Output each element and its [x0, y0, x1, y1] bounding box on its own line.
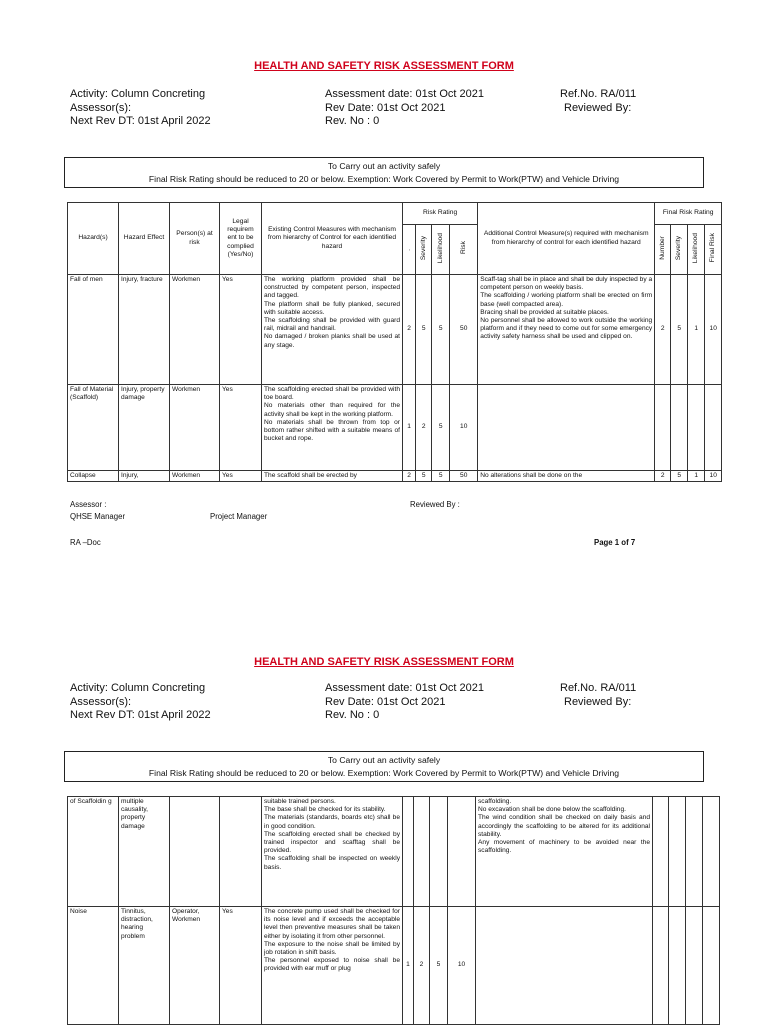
cell-existing-controls: The working platform provided shall be constructed by competent person, inspected and tagged. The platform shall be fully planked, secured with suitable access. The scaffolding shall be provided with guard rail, midrail and handrail. No damaged / broken planks shall be used at any stage.	[262, 275, 403, 385]
cell-additional-controls	[476, 907, 653, 1025]
cell-final-severity: 5	[671, 275, 688, 385]
col-final-risk-rating: Final Risk Rating	[655, 203, 722, 225]
cell-number: 2	[403, 471, 416, 482]
cell-hazard: Fall of men	[68, 275, 119, 385]
reviewed-by-text: Reviewed By:	[564, 101, 632, 114]
cell-persons: Operator, Workmen	[170, 907, 220, 1025]
cell-final-risk: 10	[705, 275, 722, 385]
form-title-2: HEALTH AND SAFETY RISK ASSESSMENT FORM	[254, 656, 514, 668]
risk-assessment-table	[67, 202, 722, 482]
header-middle	[325, 88, 484, 129]
cell-additional-controls: Scaff-tag shall be in place and shall be duly inspected by a competent person on weekly basis. The scaffolding / working platform shall be erected on firm base (well compacted area). Bracing shall be provided at suitable places. No personnel shall be allowed to work outside the working platform and if they need to come out for some emergency activity safety harness shall be used and clipped on.	[478, 275, 655, 385]
cell-hazard-effect: Tinnitus, distraction, hearing problem	[119, 907, 170, 1025]
cell-final-likelihood	[688, 385, 705, 471]
col-risk: Risk	[450, 225, 478, 275]
cell-final-risk	[703, 797, 720, 907]
cell-likelihood: 5	[432, 385, 450, 471]
assessors-text: Assessor(s):	[70, 101, 132, 114]
cell-number: 1	[403, 907, 414, 1025]
header-middle-2	[325, 682, 484, 723]
cell-hazard: Fall of Material (Scaffold)	[68, 385, 119, 471]
next-rev-text-2: Next Rev DT: 01st April 2022	[70, 709, 211, 721]
footer-qhse-manager: QHSE Manager	[70, 512, 126, 521]
cell-final-likelihood: 1	[688, 471, 705, 482]
cell-legal: Yes	[220, 907, 262, 1025]
cell-final-severity	[669, 907, 686, 1025]
col-legal: Legal requirem ent to be complied (Yes/No)	[220, 203, 262, 275]
cell-persons: Workmen	[170, 275, 220, 385]
cell-number: 2	[403, 275, 416, 385]
document-page-2	[0, 596, 768, 1024]
cell-persons: Workmen	[170, 471, 220, 482]
cell-severity: 5	[416, 471, 432, 482]
rev-date-text-2: Rev Date: 01st Oct 2021	[325, 695, 446, 708]
cell-number: 1	[403, 385, 416, 471]
col-likelihood: Likelihood	[432, 225, 450, 275]
cell-existing-controls: suitable trained persons. The base shall be checked for its stability. The materials (standards, boards etc) shall be in good condition. The scaffolding erected shall be checked by trained inspector and scafftag shall be provided. The scaffolding shall be inspected on weekly basis.	[262, 797, 403, 907]
header-right	[560, 88, 636, 115]
cell-likelihood: 5	[430, 907, 448, 1025]
activity-text-2: Activity: Column Concreting	[70, 682, 206, 694]
col-final-number: Number	[655, 225, 671, 275]
objective-banner-2	[64, 751, 704, 782]
header-right-2	[560, 682, 636, 709]
rev-no-text: Rev. No : 0	[325, 115, 380, 127]
cell-risk: 50	[450, 275, 478, 385]
rev-no-text-2: Rev. No : 0	[325, 709, 380, 721]
reviewed-by-text-2: Reviewed By:	[564, 695, 632, 708]
footer-reviewed-by: Reviewed By :	[410, 500, 460, 509]
table-row	[68, 797, 720, 907]
col-final-severity: Severity	[671, 225, 688, 275]
cell-hazard-effect: Injury, fracture	[119, 275, 170, 385]
footer-project-manager: Project Manager	[210, 512, 268, 521]
cell-risk: 10	[448, 907, 476, 1025]
cell-final-likelihood: 1	[688, 275, 705, 385]
cell-final-severity: 5	[671, 471, 688, 482]
cell-persons: Workmen	[170, 385, 220, 471]
col-final-likelihood: Likelihood	[688, 225, 705, 275]
ref-no-text-2: Ref.No. RA/011	[560, 682, 637, 694]
cell-existing-controls: The concrete pump used shall be checked for its noise level and if exceeds the acceptable level then preventive measures shall be taken either by isolating it from other personnel. The exposure to the noise shall be limited by job rotation in shift basis. The personnel exposed to noise shall be provided with ear muff or plug	[262, 907, 403, 1025]
col-risk-rating: Risk Rating	[403, 203, 478, 225]
footer-doc-code: RA –Doc	[70, 538, 101, 547]
cell-additional-controls: scaffolding. No excavation shall be done below the scaffolding. The wind condition shall be checked on daily basis and accordingly the scaffolding to be altered for its additional stability. Any movement of machinery to be avoided near the scaffolding.	[476, 797, 653, 907]
cell-legal	[220, 797, 262, 907]
cell-final-risk	[703, 907, 720, 1025]
cell-final-risk: 10	[705, 471, 722, 482]
cell-existing-controls: The scaffolding erected shall be provided with toe board. No materials other than required for the activity shall be kept in the working platform. No materials shall be thrown from top or bottom rather shifted with a suitable means of bucket and rope.	[262, 385, 403, 471]
cell-final-number	[655, 385, 671, 471]
col-additional-controls: Additional Control Measure(s) required with mechanism from hierarchy of control for each identified hazard	[478, 203, 655, 275]
col-hazard: Hazard(s)	[68, 203, 119, 275]
cell-hazard: Collapse	[68, 471, 119, 482]
cell-hazard: Noise	[68, 907, 119, 1025]
banner-line-2-2: Final Risk Rating should be reduced to 20 or below. Exemption: Work Covered by Permit to Work(PTW) and Vehicle Driving	[148, 767, 620, 778]
cell-final-number: 2	[655, 275, 671, 385]
footer-assessor: Assessor :	[70, 500, 107, 509]
table-row	[68, 275, 722, 385]
cell-risk: 10	[450, 385, 478, 471]
cell-risk: 50	[450, 471, 478, 482]
cell-severity: 2	[416, 385, 432, 471]
assessment-date-text-2: Assessment date: 01st Oct 2021	[325, 682, 484, 694]
banner-line-1-2: To Carry out an activity safely	[327, 755, 441, 765]
risk-assessment-table-continued	[67, 796, 720, 1025]
cell-hazard-effect: Injury, property damage	[119, 385, 170, 471]
table-row	[68, 385, 722, 471]
form-title: HEALTH AND SAFETY RISK ASSESSMENT FORM	[254, 60, 514, 72]
cell-hazard: of Scaffoldin g	[68, 797, 119, 907]
cell-final-number: 2	[655, 471, 671, 482]
rev-date-text: Rev Date: 01st Oct 2021	[325, 101, 446, 114]
cell-risk	[448, 797, 476, 907]
col-hazard-effect: Hazard Effect	[119, 203, 170, 275]
col-final-risk: Final Risk	[705, 225, 722, 275]
assessors-text-2: Assessor(s):	[70, 695, 132, 708]
table-row	[68, 907, 720, 1025]
cell-legal: Yes	[220, 471, 262, 482]
header-left	[70, 88, 211, 129]
cell-final-severity	[671, 385, 688, 471]
cell-additional-controls	[478, 385, 655, 471]
cell-severity	[414, 797, 430, 907]
col-severity: Severity	[416, 225, 432, 275]
col-number-short: .	[403, 225, 416, 275]
col-persons: Person(s) at risk	[170, 203, 220, 275]
cell-final-risk	[705, 385, 722, 471]
assessment-date-text: Assessment date: 01st Oct 2021	[325, 88, 484, 100]
cell-final-severity	[669, 797, 686, 907]
cell-likelihood	[430, 797, 448, 907]
table-row	[68, 471, 722, 482]
cell-hazard-effect: Injury,	[119, 471, 170, 482]
ref-no-text: Ref.No. RA/011	[560, 88, 637, 100]
cell-likelihood: 5	[432, 275, 450, 385]
activity-text: Activity: Column Concreting	[70, 88, 206, 100]
cell-final-number	[653, 797, 669, 907]
banner-line-1: To Carry out an activity safely	[327, 161, 441, 171]
cell-likelihood: 5	[432, 471, 450, 482]
cell-final-likelihood	[686, 797, 703, 907]
banner-line-2: Final Risk Rating should be reduced to 20 or below. Exemption: Work Covered by Permit to Work(PTW) and Vehicle Driving	[148, 173, 620, 184]
cell-additional-controls: No alterations shall be done on the	[478, 471, 655, 482]
header-left-2	[70, 682, 211, 723]
cell-final-number	[653, 907, 669, 1025]
cell-persons	[170, 797, 220, 907]
cell-existing-controls: The scaffold shall be erected by	[262, 471, 403, 482]
cell-legal: Yes	[220, 385, 262, 471]
cell-severity: 5	[416, 275, 432, 385]
cell-number	[403, 797, 414, 907]
footer-page-number: Page 1 of 7	[594, 538, 636, 547]
col-existing-controls: Existing Control Measures with mechanism from hierarchy of Control for each identified hazard	[262, 203, 403, 275]
next-rev-text: Next Rev DT: 01st April 2022	[70, 115, 211, 127]
cell-hazard-effect: multiple causality, property damage	[119, 797, 170, 907]
cell-final-likelihood	[686, 907, 703, 1025]
objective-banner	[64, 157, 704, 188]
cell-severity: 2	[414, 907, 430, 1025]
cell-legal: Yes	[220, 275, 262, 385]
